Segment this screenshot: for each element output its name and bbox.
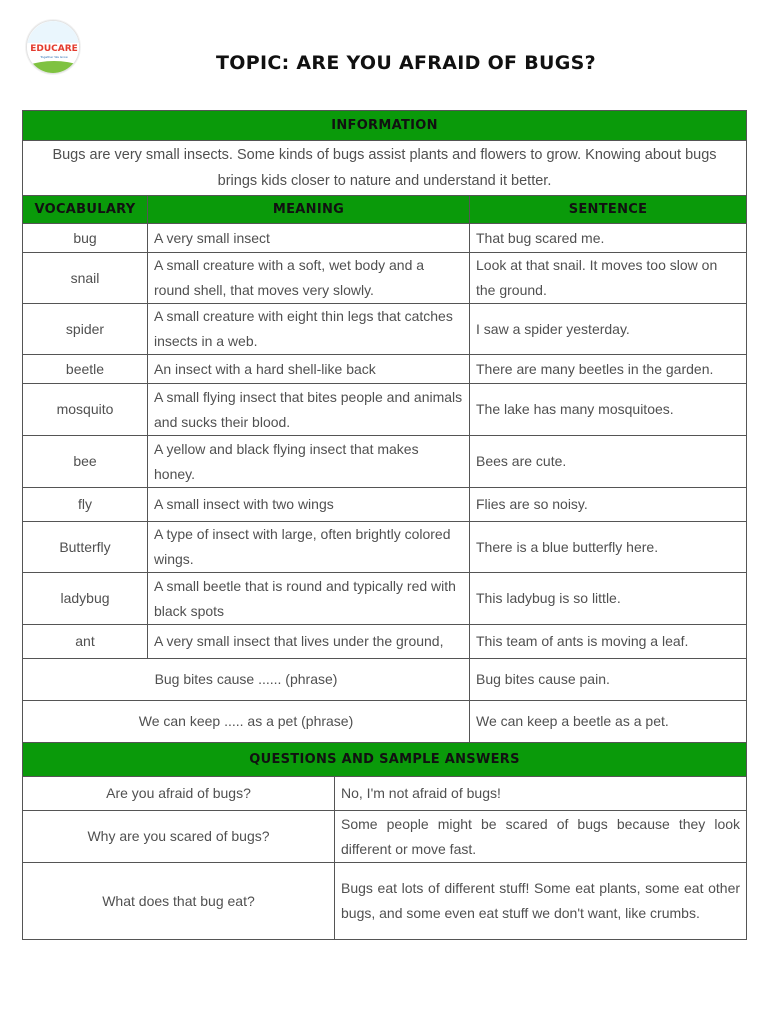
information-header: INFORMATION (23, 111, 747, 141)
vocab-word: mosquito (23, 384, 148, 436)
vocab-word: Butterfly (23, 522, 148, 573)
table-row (23, 355, 747, 384)
vocab-sentence: There are many beetles in the garden. (470, 355, 747, 384)
logo-tagline: Together We Grow (40, 55, 68, 59)
table-row (23, 863, 747, 940)
vocab-word: beetle (23, 355, 148, 384)
information-header-row (23, 111, 747, 141)
vocabulary-header-row (23, 196, 747, 224)
vocab-word: bee (23, 436, 148, 488)
table-row (23, 811, 747, 863)
meaning-header: MEANING (148, 196, 470, 224)
page-title: TOPIC: ARE YOU AFRAID OF BUGS? (216, 52, 596, 74)
vocab-meaning: A small beetle that is round and typically red with black spots (148, 573, 470, 625)
vocab-meaning: A very small insect that lives under the ground, (148, 625, 470, 659)
table-row (23, 488, 747, 522)
table-row (23, 384, 747, 436)
phrase-prompt: We can keep ..... as a pet (phrase) (23, 701, 470, 743)
phrase-sentence: We can keep a beetle as a pet. (470, 701, 747, 743)
vocab-word: spider (23, 304, 148, 355)
vocab-meaning: A small flying insect that bites people and animals and sucks their blood. (148, 384, 470, 436)
vocab-sentence: That bug scared me. (470, 224, 747, 253)
table-row (23, 777, 747, 811)
vocab-meaning: A small insect with two wings (148, 488, 470, 522)
phrase-row (23, 701, 747, 743)
table-row (23, 573, 747, 625)
table-row (23, 436, 747, 488)
questions-header: QUESTIONS AND SAMPLE ANSWERS (23, 743, 747, 777)
vocabulary-header: VOCABULARY (23, 196, 148, 224)
vocab-word: snail (23, 253, 148, 304)
vocabulary-table (22, 110, 747, 743)
vocab-word: ant (23, 625, 148, 659)
answer-text: No, I'm not afraid of bugs! (335, 777, 747, 811)
vocab-sentence: Bees are cute. (470, 436, 747, 488)
vocab-sentence: Look at that snail. It moves too slow on the ground. (470, 253, 747, 304)
table-row (23, 522, 747, 573)
vocab-meaning: A small creature with eight thin legs that catches insects in a web. (148, 304, 470, 355)
table-row (23, 625, 747, 659)
vocab-sentence: There is a blue butterfly here. (470, 522, 747, 573)
vocab-meaning: An insect with a hard shell-like back (148, 355, 470, 384)
vocab-sentence: Flies are so noisy. (470, 488, 747, 522)
vocab-meaning: A type of insect with large, often brightly colored wings. (148, 522, 470, 573)
answer-text: Bugs eat lots of different stuff! Some eat plants, some eat other bugs, and some even eat stuff we don't want, like crumbs. (335, 863, 747, 940)
vocab-meaning: A very small insect (148, 224, 470, 253)
table-row (23, 253, 747, 304)
vocab-sentence: The lake has many mosquitoes. (470, 384, 747, 436)
vocab-word: fly (23, 488, 148, 522)
sentence-header: SENTENCE (470, 196, 747, 224)
questions-table (22, 742, 747, 940)
vocab-sentence: This ladybug is so little. (470, 573, 747, 625)
phrase-row (23, 659, 747, 701)
vocab-meaning: A small creature with a soft, wet body and a round shell, that moves very slowly. (148, 253, 470, 304)
questions-header-row (23, 743, 747, 777)
phrase-sentence: Bug bites cause pain. (470, 659, 747, 701)
logo-text: EDUCARE (30, 44, 78, 54)
vocab-meaning: A yellow and black flying insect that makes honey. (148, 436, 470, 488)
information-text: Bugs are very small insects. Some kinds of bugs assist plants and flowers to grow. Knowing about bugs brings kids closer to nature and understand it better. (23, 141, 747, 196)
question-text: What does that bug eat? (23, 863, 335, 940)
table-row (23, 304, 747, 355)
phrase-prompt: Bug bites cause ...... (phrase) (23, 659, 470, 701)
vocab-word: ladybug (23, 573, 148, 625)
vocab-word: bug (23, 224, 148, 253)
vocab-sentence: This team of ants is moving a leaf. (470, 625, 747, 659)
table-row (23, 224, 747, 253)
vocab-sentence: I saw a spider yesterday. (470, 304, 747, 355)
question-text: Why are you scared of bugs? (23, 811, 335, 863)
question-text: Are you afraid of bugs? (23, 777, 335, 811)
answer-text: Some people might be scared of bugs because they look different or move fast. (335, 811, 747, 863)
information-row (23, 141, 747, 196)
